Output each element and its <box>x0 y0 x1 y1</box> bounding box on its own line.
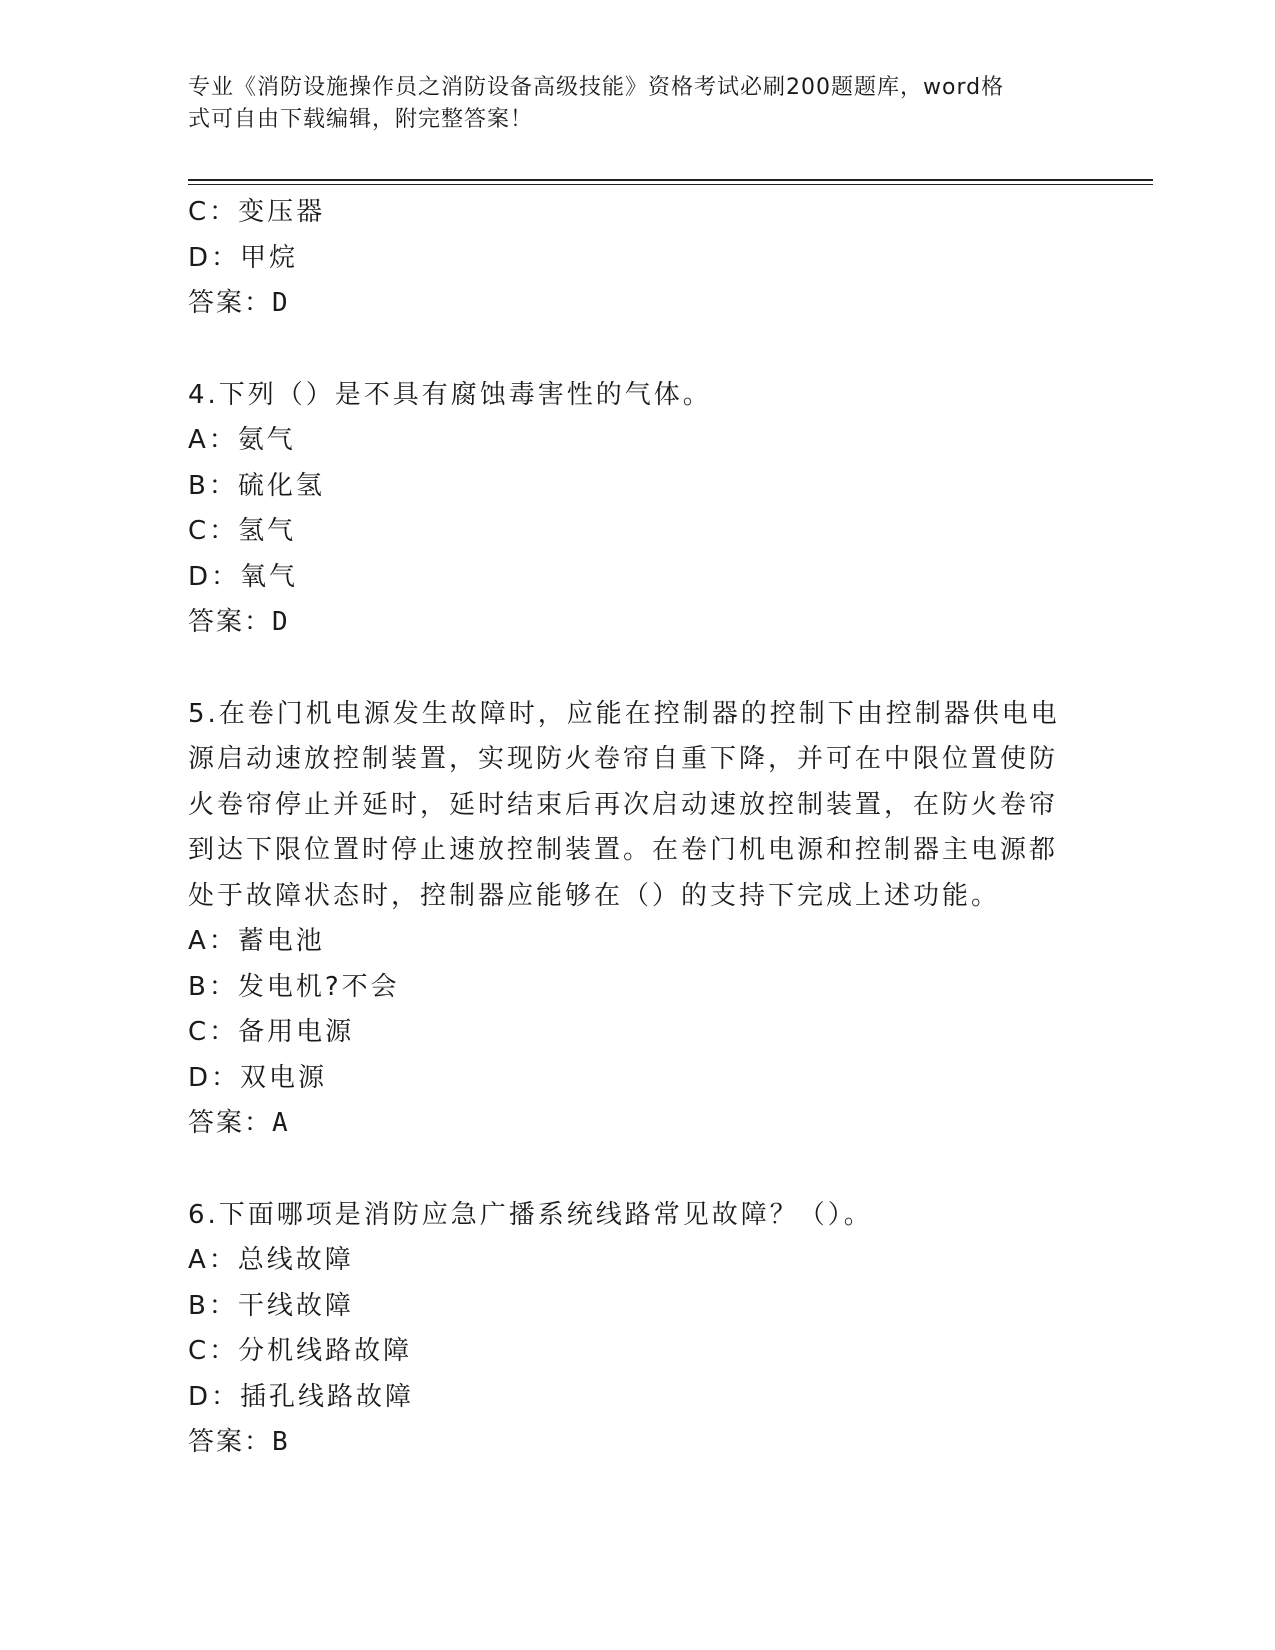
question-stem <box>188 692 1088 920</box>
stem-line: 到达下限位置时停止速放控制装置。在卷门机电源和控制器主电源都 <box>188 835 1059 865</box>
answer-value: B <box>272 1427 290 1457</box>
question-5 <box>188 692 1088 1147</box>
option-a: A：氨气 <box>188 425 296 455</box>
stem-line: 5.在卷门机电源发生故障时，应能在控制器的控制下由控制器供电电 <box>188 698 1060 729</box>
question-4 <box>188 373 1088 646</box>
question-stem: 4.下列（）是不具有腐蚀毒害性的气体。 <box>188 379 712 410</box>
answer-line <box>188 600 1088 646</box>
question-list <box>188 190 1088 1466</box>
stem-line: 处于故障状态时，控制器应能够在（）的支持下完成上述功能。 <box>188 880 1001 911</box>
answer-line <box>188 1420 1088 1466</box>
header-line-1: 专业《消防设施操作员之消防设备高级技能》资格考试必刷200题题库，word格 <box>188 75 1005 100</box>
answer-line <box>188 281 1088 327</box>
option-c: C：变压器 <box>188 197 326 227</box>
answer-value: A <box>272 1108 290 1138</box>
option-c: C：氢气 <box>188 516 297 546</box>
option-d: D：双电源 <box>188 1062 328 1093</box>
answer-label: 答案： <box>188 1108 273 1138</box>
option-b: B：发电机?不会 <box>188 971 400 1002</box>
header-line-2: 式可自由下载编辑，附完整答案！ <box>188 107 534 132</box>
option-a: A：蓄电池 <box>188 926 325 956</box>
answer-label: 答案： <box>188 1427 273 1457</box>
option-c: C：备用电源 <box>188 1017 355 1047</box>
option-d: D：甲烷 <box>188 242 299 273</box>
option-c: C：分机线路故障 <box>188 1336 413 1366</box>
answer-label: 答案： <box>188 607 273 637</box>
answer-label: 答案： <box>188 288 273 318</box>
question-6 <box>188 1193 1088 1466</box>
stem-line: 源启动速放控制装置，实现防火卷帘自重下降，并可在中限位置使防 <box>188 744 1059 774</box>
stem-line: 火卷帘停止并延时，延时结束后再次启动速放控制装置，在防火卷帘 <box>188 789 1059 820</box>
option-d: D：氧气 <box>188 561 299 592</box>
header-divider-thin <box>188 184 1153 185</box>
option-d: D：插孔线路故障 <box>188 1381 415 1412</box>
option-b: B：干线故障 <box>188 1290 354 1321</box>
question-3-tail <box>188 190 1088 327</box>
answer-line <box>188 1101 1088 1147</box>
answer-value: D <box>272 288 290 318</box>
option-a: A：总线故障 <box>188 1245 354 1275</box>
header-divider-thick <box>188 179 1153 181</box>
question-stem: 6.下面哪项是消防应急广播系统线路常见故障？（）。 <box>188 1199 873 1230</box>
document-header <box>188 72 1068 136</box>
option-b: B：硫化氢 <box>188 470 325 501</box>
answer-value: D <box>272 607 290 637</box>
